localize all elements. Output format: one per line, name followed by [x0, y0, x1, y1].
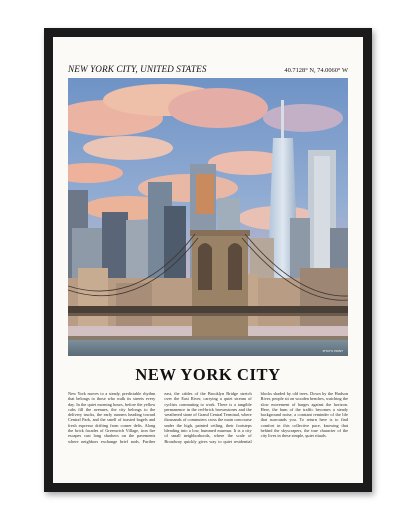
- skyline-photo: [68, 78, 348, 356]
- body-text: [68, 391, 348, 475]
- coordinates-label: 40.7128° N, 74.0060° W: [284, 67, 348, 74]
- poster-title: NEW YORK CITY: [135, 365, 281, 384]
- body-paragraph: New York moves to a steady, predictable rhythm that belongs to those who walk its streets every day. In the quiet morning hours, before the yellow cabs fill the avenues, the city belongs to the delivery trucks, the early runners heading toward Central Park, and the smell of toasted bagels and fresh espresso drifting from corner delis. Along the brick facades of Greenwich Village, iron fire escapes cast long shadows on the pavements where neighbors exchange brief nods. Further east, the cables of the Brooklyn Bridge stretch over the East River, carrying a quiet stream of cyclists commuting to work. There is a tangible permanence in the red-brick brownstones and the weathered stone of Grand Central Terminal, where thousands of commuters cross the main concourse under the high, painted ceiling, their footsteps blending into a low, hummed murmur. It is a city of small neighborhoods, where the scale of Broadway quickly gives way to quiet residential blocks shaded by old trees. Down by the Hudson River, people sit on wooden benches, watching the slow movement of barges against the horizon. Here, the hum of the traffic becomes a steady background noise, a constant reminder of the life that surrounds you. To return here is to find comfort in this collective pace, knowing that behind the skyscrapers, the true character of the city lives in these simple, quiet rituals.: [68, 391, 348, 444]
- poster-header: [68, 64, 348, 78]
- photo-credit: PHOTO PRINT: [322, 349, 343, 353]
- bridge-deck: [68, 306, 348, 313]
- bridge-tower: [190, 230, 250, 346]
- skyline-illustration: [68, 78, 348, 356]
- poster-paper: [53, 37, 363, 483]
- river: [68, 340, 348, 356]
- location-label: NEW YORK CITY, UNITED STATES: [68, 64, 207, 74]
